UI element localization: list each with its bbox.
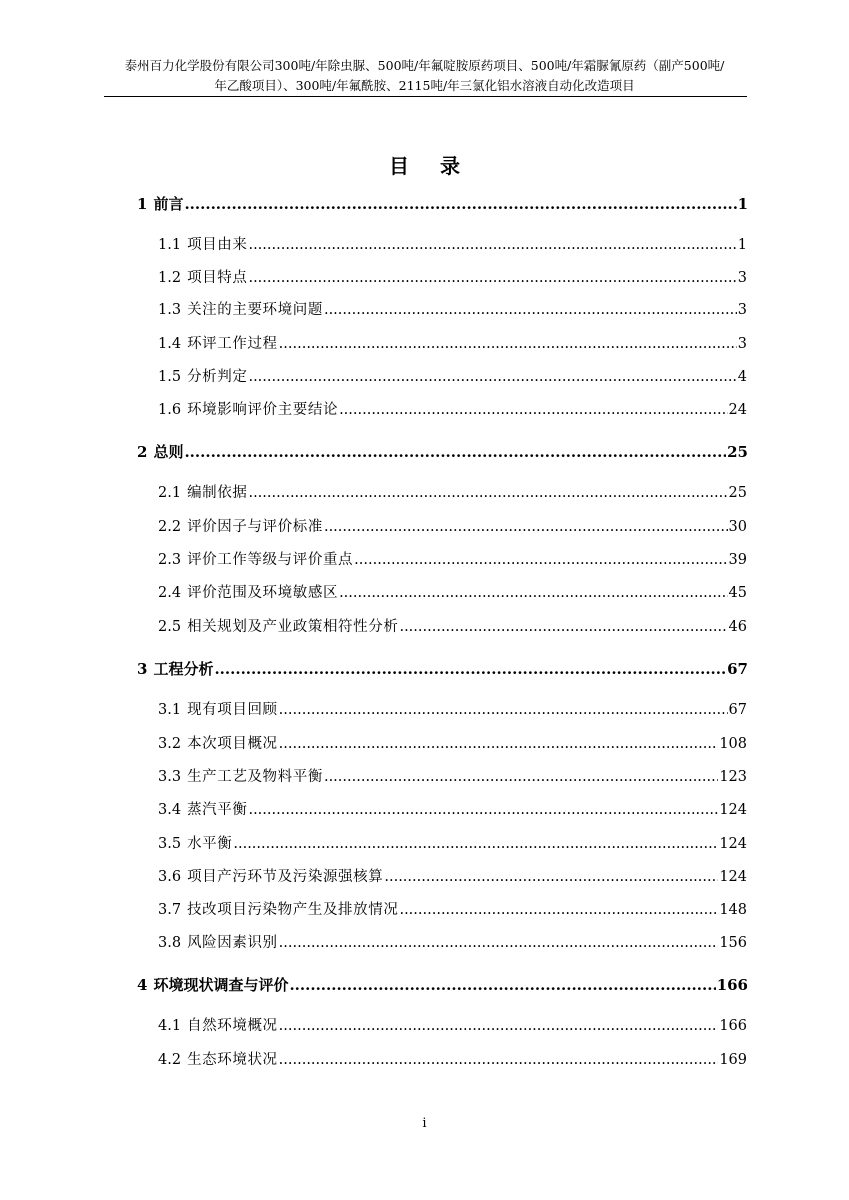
toc-entry-number: 4	[137, 976, 148, 994]
toc-entry-page: 1	[737, 237, 747, 253]
toc-entry-3[interactable]	[137, 658, 748, 680]
dot-leader	[324, 766, 718, 788]
toc-entry-number: 2.1	[158, 485, 182, 501]
toc-entry-page: 25	[727, 443, 748, 461]
dot-leader	[324, 299, 737, 321]
toc-entry-number: 3	[137, 660, 148, 678]
toc-entry-title: 风险因素识别	[187, 935, 278, 951]
toc-entry-title: 项目产污环节及污染源强核算	[187, 869, 384, 885]
toc-entry-title: 水平衡	[187, 836, 233, 852]
toc-entry-title: 现有项目回顾	[187, 702, 278, 718]
toc-entry-page: 108	[719, 736, 747, 752]
toc-entry-4-2[interactable]	[158, 1049, 747, 1071]
running-header-line-2: 年乙酸项目）、300吨/年氟酰胺、2115吨/年三氯化铝水溶液自动化改造项目	[214, 78, 635, 93]
toc-entry-2-3[interactable]	[158, 549, 747, 571]
toc-entry-title: 项目特点	[187, 270, 248, 286]
toc-entry-page: 166	[719, 1018, 747, 1034]
toc-title: 目 录	[389, 154, 472, 178]
toc-entry-page: 30	[728, 519, 747, 535]
running-header-line-1: 泰州百力化学股份有限公司300吨/年除虫脲、500吨/年氟啶胺原药项目、500吨/年霜脲氰原药（副产500吨/	[124, 58, 725, 73]
toc-entry-page: 124	[719, 836, 747, 852]
toc-entry-3-3[interactable]	[158, 766, 747, 788]
dot-leader	[399, 616, 727, 638]
toc-entry-title: 评价工作等级与评价重点	[187, 552, 354, 568]
toc-entry-title: 相关规划及产业政策相符性分析	[187, 619, 399, 635]
toc-entry-number: 3.2	[158, 736, 182, 752]
toc-entry-4-1[interactable]	[158, 1015, 747, 1037]
dot-leader	[248, 234, 736, 256]
toc-entry-title: 评价范围及环境敏感区	[187, 585, 339, 601]
toc-entry-title: 分析判定	[187, 369, 248, 385]
toc-entry-1[interactable]	[137, 193, 748, 215]
dot-leader	[279, 333, 737, 355]
toc-entry-title: 环评工作过程	[187, 336, 278, 352]
toc-entry-number: 3.4	[158, 802, 182, 818]
toc-entry-page: 4	[737, 369, 747, 385]
dot-leader	[248, 267, 736, 289]
toc-entry-2[interactable]	[137, 441, 748, 463]
toc-entry-number: 1.1	[158, 237, 182, 253]
toc-entry-page: 39	[728, 552, 747, 568]
toc-entry-title: 前言	[153, 195, 184, 213]
toc-entry-number: 2.4	[158, 585, 182, 601]
toc-entry-3-8[interactable]	[158, 932, 747, 954]
dot-leader	[339, 399, 727, 421]
toc-entry-page: 25	[728, 485, 747, 501]
toc-entry-number: 2.2	[158, 519, 182, 535]
toc-entry-title: 生态环境状况	[187, 1052, 278, 1068]
toc-entry-title: 总则	[153, 443, 184, 461]
toc-entry-page: 124	[719, 869, 747, 885]
toc-entry-page: 3	[737, 336, 747, 352]
toc-entry-number: 4.2	[158, 1052, 182, 1068]
toc-entry-number: 2	[137, 443, 148, 461]
toc-entry-1-4[interactable]	[158, 333, 747, 355]
toc-entry-3-2[interactable]	[158, 733, 747, 755]
toc-entry-page: 45	[728, 585, 747, 601]
toc-entry-page: 24	[728, 402, 747, 418]
dot-leader	[233, 833, 718, 855]
toc-entry-2-5[interactable]	[158, 616, 747, 638]
toc-entry-page: 3	[737, 270, 747, 286]
toc-entry-number: 3.5	[158, 836, 182, 852]
toc-entry-number: 1.6	[158, 402, 182, 418]
toc-entry-title: 本次项目概况	[187, 736, 278, 752]
toc-entry-title: 评价因子与评价标准	[187, 519, 323, 535]
toc-entry-1-1[interactable]	[158, 234, 747, 256]
dot-leader	[279, 1015, 719, 1037]
toc-entry-3-7[interactable]	[158, 899, 747, 921]
dot-leader	[339, 582, 727, 604]
toc-entry-number: 1.3	[158, 302, 182, 318]
dot-leader	[354, 549, 727, 571]
toc-entry-number: 1	[137, 195, 148, 213]
toc-entry-page: 156	[719, 935, 747, 951]
toc-entry-3-4[interactable]	[158, 799, 747, 821]
toc-entry-number: 3.1	[158, 702, 182, 718]
toc-entry-page: 166	[716, 976, 748, 994]
toc-entry-number: 3.7	[158, 902, 182, 918]
toc-entry-2-1[interactable]	[158, 482, 747, 504]
toc-entry-page: 3	[737, 302, 747, 318]
toc-entry-2-4[interactable]	[158, 582, 747, 604]
toc-entry-page: 169	[719, 1052, 747, 1068]
toc-entry-page: 67	[728, 702, 747, 718]
toc-entry-number: 3.6	[158, 869, 182, 885]
toc-entry-title: 环境影响评价主要结论	[187, 402, 339, 418]
toc-entry-number: 2.5	[158, 619, 182, 635]
toc-entry-page: 123	[719, 769, 747, 785]
toc-entry-page: 148	[719, 902, 747, 918]
page-number-footer: i	[422, 1116, 427, 1131]
toc-entry-2-2[interactable]	[158, 516, 747, 538]
toc-entry-title: 环境现状调查与评价	[153, 976, 289, 994]
toc-entry-3-1[interactable]	[158, 699, 747, 721]
toc-entry-title: 蒸汽平衡	[187, 802, 248, 818]
dot-leader	[324, 516, 728, 538]
toc-entry-1-2[interactable]	[158, 267, 747, 289]
dot-leader	[399, 899, 718, 921]
toc-entry-page: 1	[737, 195, 748, 213]
toc-entry-3-6[interactable]	[158, 866, 747, 888]
toc-entry-number: 3.3	[158, 769, 182, 785]
dot-leader	[248, 482, 727, 504]
dot-leader	[184, 193, 736, 215]
toc-entry-1-5[interactable]	[158, 366, 747, 388]
toc-entry-page: 67	[727, 660, 748, 678]
toc-entry-number: 1.4	[158, 336, 182, 352]
dot-leader	[279, 1049, 719, 1071]
toc-entry-number: 1.2	[158, 270, 182, 286]
toc-entry-3-5[interactable]	[158, 833, 747, 855]
dot-leader	[384, 866, 718, 888]
toc-entry-title: 项目由来	[187, 237, 248, 253]
toc-entry-4[interactable]	[137, 974, 748, 996]
toc-entry-number: 4.1	[158, 1018, 182, 1034]
dot-leader	[248, 799, 718, 821]
toc-entry-title: 编制依据	[187, 485, 248, 501]
toc-entry-title: 生产工艺及物料平衡	[187, 769, 323, 785]
toc-entry-number: 1.5	[158, 369, 182, 385]
dot-leader	[214, 658, 726, 680]
toc-entry-number: 3.8	[158, 935, 182, 951]
dot-leader	[279, 932, 719, 954]
toc-entry-number: 2.3	[158, 552, 182, 568]
toc-entry-page: 124	[719, 802, 747, 818]
dot-leader	[184, 441, 726, 463]
toc-entry-page: 46	[728, 619, 747, 635]
toc-entry-title: 技改项目污染物产生及排放情况	[187, 902, 399, 918]
toc-entry-title: 自然环境概况	[187, 1018, 278, 1034]
toc-entry-1-3[interactable]	[158, 299, 747, 321]
dot-leader	[279, 733, 719, 755]
toc-entry-title: 关注的主要环境问题	[187, 302, 323, 318]
dot-leader	[279, 699, 728, 721]
dot-leader	[248, 366, 736, 388]
toc-entry-title: 工程分析	[153, 660, 214, 678]
toc-entry-1-6[interactable]	[158, 399, 747, 421]
dot-leader	[289, 974, 715, 996]
